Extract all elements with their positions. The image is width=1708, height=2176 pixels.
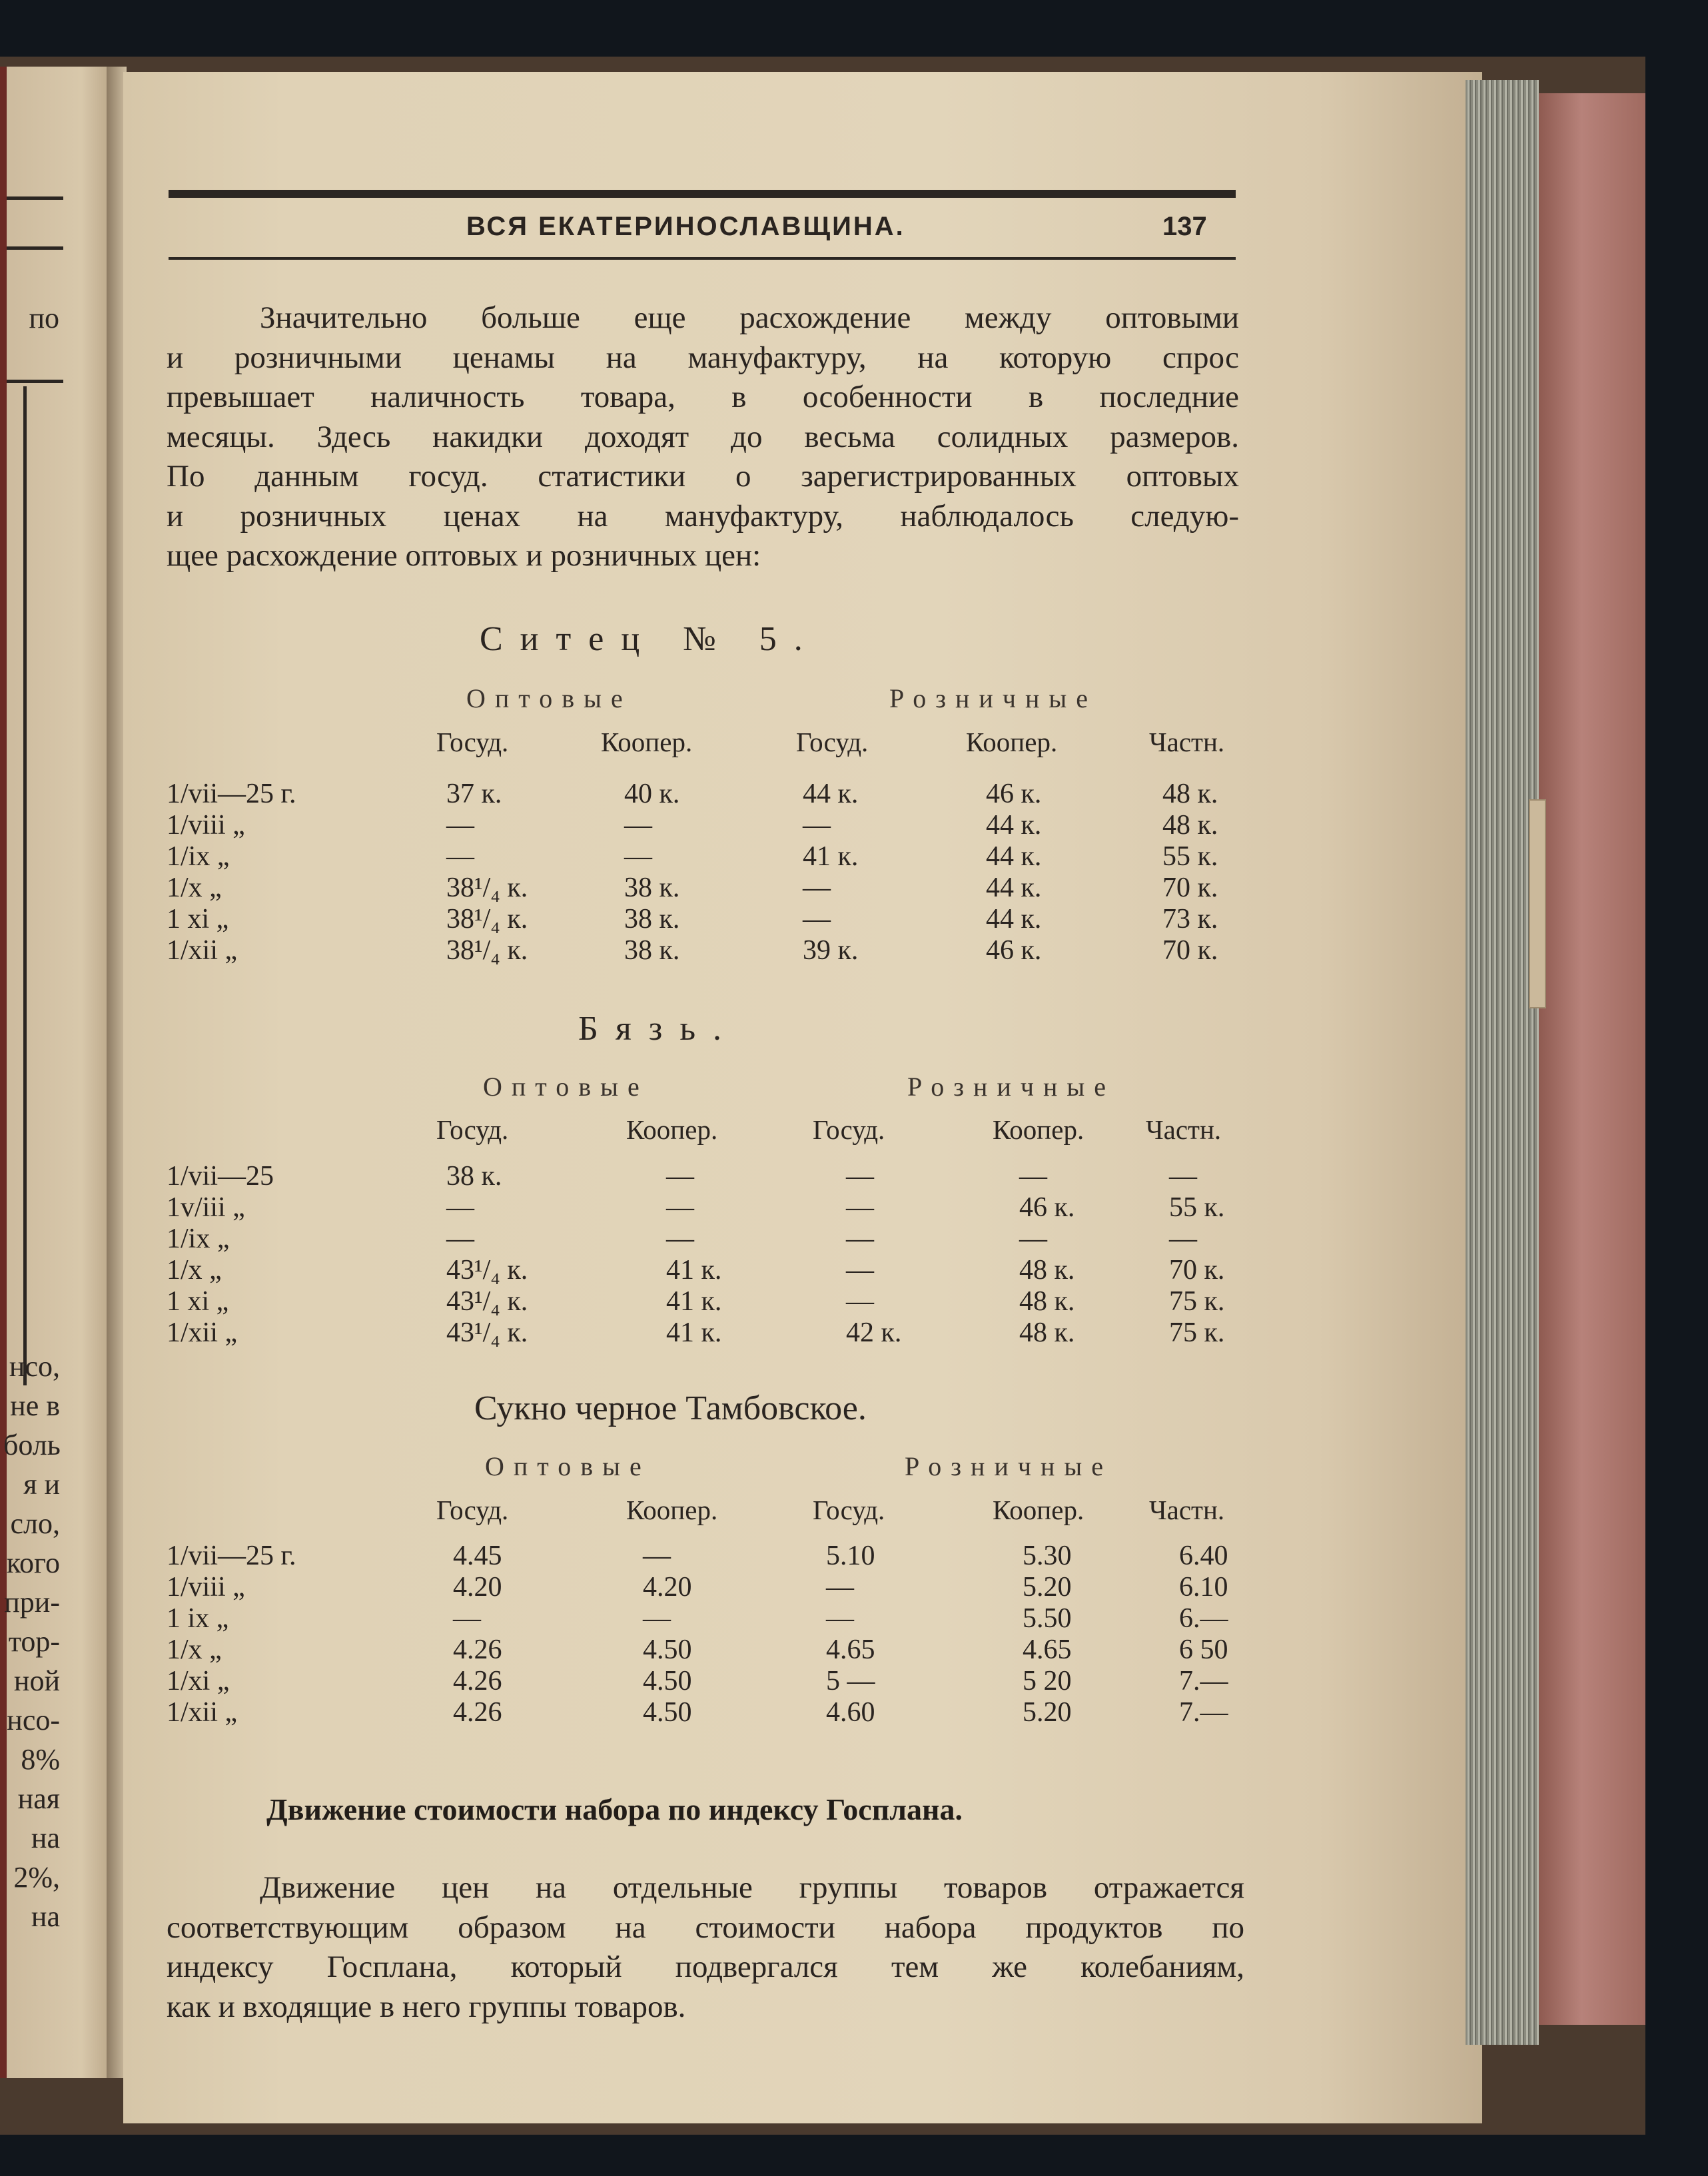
paragraph-line: Значительно больше еще расхождение между оптовыми [260,300,1239,335]
table-cell: 38¹/₄ к. [446,904,528,934]
table-cell: 5.30 [1023,1541,1072,1571]
table-cell: 55 к. [1169,1192,1225,1223]
table-cell: 41 к. [803,841,859,872]
table-cell: 46 к. [986,935,1042,966]
paragraph-line: и розничных ценах на мануфактуру, наблюдалось следую- [167,498,1239,534]
table-cell: 7.— [1179,1666,1228,1696]
table-cell: — [624,841,652,872]
table-cell: 6.10 [1179,1572,1228,1603]
table-cell: 43¹/₄ к. [446,1255,528,1285]
table-cell: 44 к. [986,810,1042,841]
column-header: Частн. [1149,727,1225,757]
table-cell: — [1019,1161,1047,1192]
table-cell: 5.20 [1023,1697,1072,1728]
row-date: 1/x „ [167,1634,222,1665]
column-header: Госуд. [436,727,509,757]
column-header: Коопер. [993,1495,1084,1525]
left-fragment-line: боль [3,1429,61,1461]
table-cell: 4.50 [643,1697,692,1728]
left-fragment-line: нсо- [7,1704,60,1736]
table-cell: 55 к. [1162,841,1218,872]
table-cell: 38 к. [624,935,680,966]
left-fragment-top [29,298,59,338]
group-header-wholesale: Оптовые [466,683,632,713]
table-cell: 44 к. [986,873,1042,903]
page-number: 137 [1162,212,1207,241]
table-cell: — [446,841,474,872]
left-fragment-line: ная [17,1782,60,1815]
left-fragment-line: не в [10,1389,60,1422]
table-cell: — [643,1541,671,1571]
table-cell: 4.20 [643,1572,692,1603]
table-cell: 40 к. [624,779,680,809]
table-cell: — [803,810,831,841]
paragraph-line: соответствующим образом на стоимости набора продуктов по [167,1910,1244,1945]
left-fragment-line: на [31,1822,60,1854]
table-cell: 70 к. [1162,935,1218,966]
column-header: Частн. [1146,1114,1222,1145]
table-cell: 75 к. [1169,1317,1225,1348]
paragraph-line: щее расхождение оптовых и розничных цен: [167,538,761,573]
table-cell: 75 к. [1169,1286,1225,1317]
row-date: 1/x „ [167,1255,222,1285]
table-title: Сукно черное Тамбовское. [474,1389,867,1427]
table-cell: 48 к. [1019,1255,1075,1285]
left-fragment-line: ной [13,1664,60,1697]
group-header-wholesale: Оптовые [485,1451,651,1481]
table-cell: 4.45 [453,1541,502,1571]
table-cell: — [846,1161,874,1192]
table-cell: — [453,1603,481,1634]
table-cell: 48 к. [1162,779,1218,809]
table-cell: — [1169,1224,1197,1254]
table-cell: — [1019,1224,1047,1254]
row-date: 1/vii—25 [167,1161,274,1192]
table-cell: 38 к. [624,904,680,934]
table-cell: — [643,1603,671,1634]
header-rule-thick [169,190,1236,198]
row-date: 1/xii „ [167,1697,238,1728]
group-header-wholesale: Оптовые [483,1072,649,1102]
column-header: Госуд. [436,1114,509,1145]
column-header: Частн. [1149,1495,1225,1525]
table-cell: — [846,1255,874,1285]
left-fragment-line: нсо, [9,1350,60,1383]
table-cell: 43¹/₄ к. [446,1286,528,1317]
table-cell: 4.65 [826,1634,875,1665]
table-cell: — [1169,1161,1197,1192]
left-fragment-line: при- [4,1586,60,1619]
table-cell: — [846,1286,874,1317]
row-date: 1/xii „ [167,1317,238,1348]
table-cell: 38 к. [624,873,680,903]
row-date: 1v/iii „ [167,1192,245,1223]
table-cell: 38¹/₄ к. [446,935,528,966]
paragraph-line: индексу Госплана, который подвергался тем же колебаниям, [167,1950,1244,1984]
table-cell: 43¹/₄ к. [446,1317,528,1348]
table-cell: 48 к. [1162,810,1218,841]
table-cell: 5.20 [1023,1572,1072,1603]
paragraph-line: Движение цен на отдельные группы товаров отражается [260,1870,1244,1905]
column-header: Госуд. [813,1495,885,1525]
row-date: 1/ix „ [167,841,230,872]
table-cell: — [846,1224,874,1254]
table-cell: 73 к. [1162,904,1218,934]
table-title: Бязь. [578,1010,739,1048]
table-cell: — [666,1161,694,1192]
table-cell: 4.26 [453,1666,502,1696]
row-date: 1/viii „ [167,1572,245,1603]
section-title: Движение стоимости набора по индексу Госплана. [266,1792,963,1826]
table-cell: — [846,1192,874,1223]
table-cell: 70 к. [1169,1255,1225,1285]
row-date: 1 xi „ [167,904,229,934]
column-header: Коопер. [626,1495,718,1525]
table-cell: 44 к. [986,841,1042,872]
table-cell: 37 к. [446,779,502,809]
table-cell: 6 50 [1179,1634,1228,1665]
left-fragment-line: 8% [21,1743,60,1776]
column-header: Госуд. [813,1114,885,1145]
table-cell: 4.20 [453,1572,502,1603]
table-cell: 5 — [826,1666,875,1696]
table-cell: 6.40 [1179,1541,1228,1571]
left-fragment-line: я и [23,1468,60,1501]
table-cell: 4.65 [1023,1634,1072,1665]
table-cell: 46 к. [1019,1192,1075,1223]
table-cell: 5.10 [826,1541,875,1571]
table-cell: — [826,1603,854,1634]
table-cell: 46 к. [986,779,1042,809]
table-cell: — [624,810,652,841]
left-fragment-line: 2%, [13,1861,60,1894]
paragraph-line: и розничными ценамы на мануфактуру, на которую спрос [167,340,1239,375]
left-fragment-line: по [29,302,59,334]
table-cell: 4.50 [643,1634,692,1665]
paragraph-line: превышает наличность товара, в особенности в последние [167,380,1239,414]
row-date: 1/xii „ [167,935,238,966]
column-header: Коопер. [626,1114,718,1145]
row-date: 1/vii—25 г. [167,1541,296,1571]
row-date: 1/x „ [167,873,222,903]
table-cell: 70 к. [1162,873,1218,903]
table-cell: 48 к. [1019,1286,1075,1317]
table-cell: 4.50 [643,1666,692,1696]
row-date: 1/vii—25 г. [167,779,296,809]
table-cell: — [666,1192,694,1223]
table-cell: 5 20 [1023,1666,1072,1696]
running-head: ВСЯ ЕКАТЕРИНОСЛАВЩИНА. [466,212,905,241]
table-cell: 41 к. [666,1255,722,1285]
column-header: Госуд. [796,727,869,757]
table-cell: 6.— [1179,1603,1228,1634]
intro-paragraph [167,298,1239,576]
row-date: 1 ix „ [167,1603,229,1634]
table-cell: — [803,904,831,934]
row-date: 1/ix „ [167,1224,230,1254]
column-header: Госуд. [436,1495,509,1525]
table-cell: 48 к. [1019,1317,1075,1348]
left-fragment-line: кого [6,1547,60,1579]
table-cell: 4.26 [453,1634,502,1665]
table-title: Ситец № 5. [480,620,820,658]
row-date: 1/xi „ [167,1666,230,1696]
row-date: 1 xi „ [167,1286,229,1317]
table-cell: 38 к. [446,1161,502,1192]
table-cell: 44 к. [803,779,859,809]
column-header: Коопер. [993,1114,1084,1145]
table-cell: 4.26 [453,1697,502,1728]
paragraph-line: По данным госуд. статистики о зарегистрированных оптовых [167,459,1239,494]
header-rule-thin [169,257,1236,260]
left-fragment-line: тор- [8,1625,60,1658]
table-cell: — [446,1192,474,1223]
paragraph-line: месяцы. Здесь накидки доходят до весьма солидных размеров. [167,419,1239,454]
table-cell: 38¹/₄ к. [446,873,528,903]
table-cell: 4.60 [826,1697,875,1728]
left-fragment-line: сло, [10,1507,60,1540]
table-cell: 39 к. [803,935,859,966]
table-cell: — [666,1224,694,1254]
left-fragments [3,1347,60,1936]
row-date: 1/viii „ [167,810,245,841]
column-header: Коопер. [601,727,693,757]
group-header-retail: Розничные [889,683,1098,713]
left-fragment-line: на [31,1900,60,1933]
table-cell: — [803,873,831,903]
table-cell: — [826,1572,854,1603]
table-cell: 7.— [1179,1697,1228,1728]
closing-paragraph [167,1868,1244,2027]
table-cell: — [446,810,474,841]
table-cell: 42 к. [846,1317,902,1348]
group-header-retail: Розничные [905,1451,1113,1481]
group-header-retail: Розничные [907,1072,1116,1102]
column-header: Коопер. [966,727,1058,757]
table-cell: — [446,1224,474,1254]
table-cell: 41 к. [666,1286,722,1317]
table-cell: 44 к. [986,904,1042,934]
paragraph-line: как и входящие в него группы товаров. [167,1989,686,2024]
table-cell: 41 к. [666,1317,722,1348]
table-cell: 5.50 [1023,1603,1072,1634]
